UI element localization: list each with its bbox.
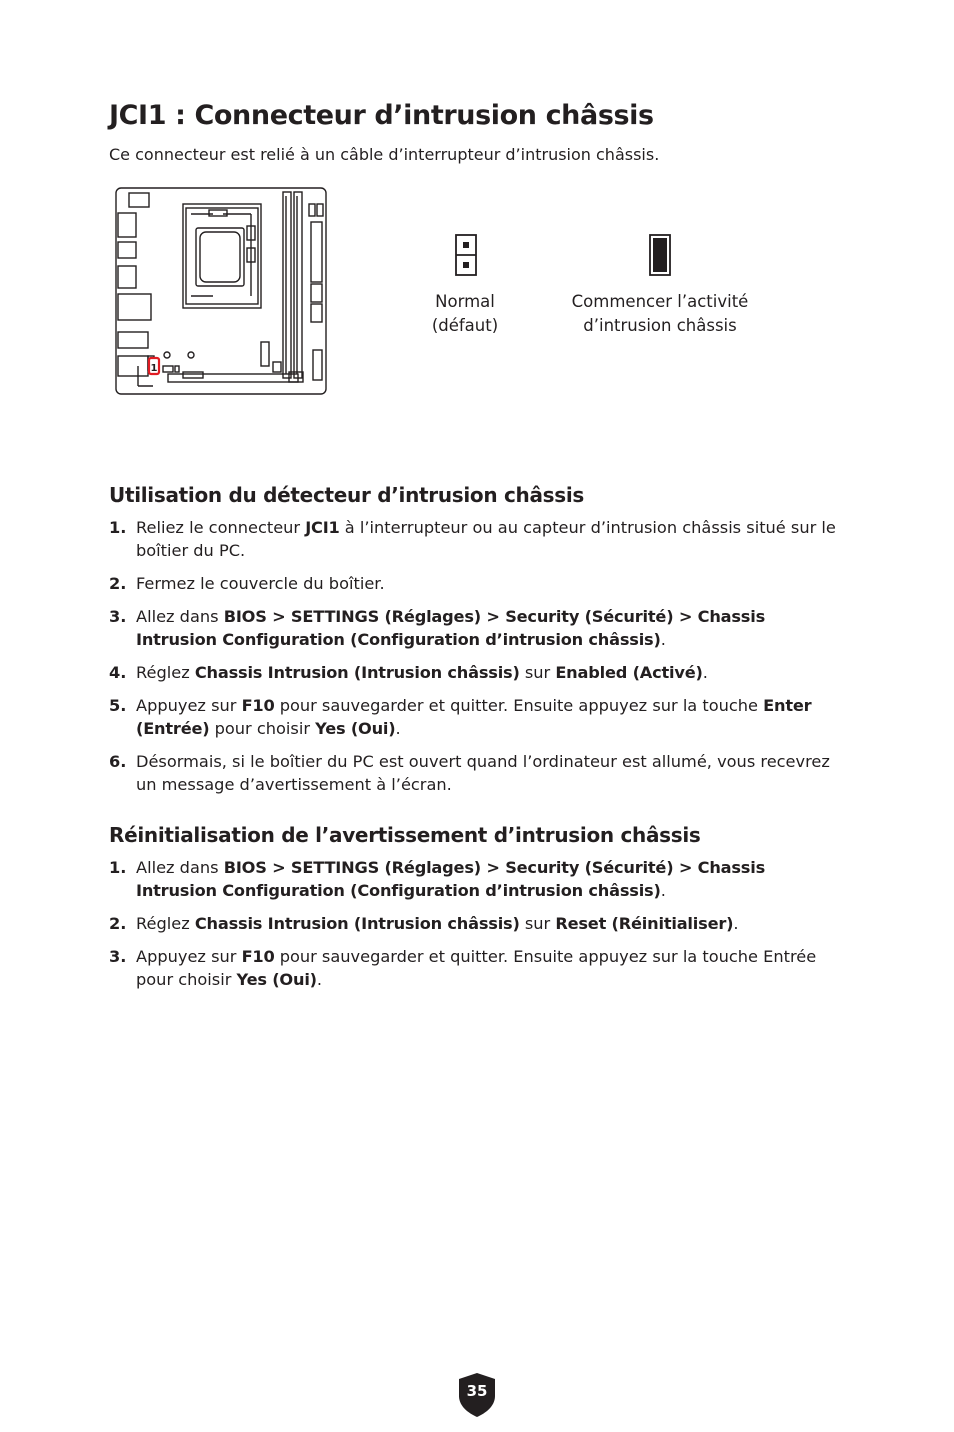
step-text: . xyxy=(395,719,401,738)
jumper-trigger-icon xyxy=(649,234,671,276)
step-text-bold: Yes (Oui) xyxy=(315,719,396,738)
step-text-bold: F10 xyxy=(241,696,275,715)
step-text: pour choisir xyxy=(209,719,316,738)
step-text-bold: Chassis Intrusion (Intrusion châssis) xyxy=(194,663,520,682)
step-text-bold: Enter (Entrée) xyxy=(136,696,812,738)
step-text: à l’interrupteur ou au capteur d’intrusion châssis situé sur le boîtier du PC. xyxy=(136,518,836,560)
intro-text: Ce connecteur est relié à un câble d’interrupteur d’intrusion châssis. xyxy=(109,145,660,164)
motherboard-illustration xyxy=(113,186,329,398)
step-text: Réglez xyxy=(136,914,195,933)
board-marker-label: 1 xyxy=(150,363,158,374)
step-text: sur xyxy=(519,914,556,933)
step-text: . xyxy=(660,881,666,900)
step-text: Reliez le connecteur xyxy=(136,518,306,537)
jumper-normal-line1: Normal xyxy=(435,292,495,311)
step-text: . xyxy=(733,914,739,933)
step-text-bold: JCI1 xyxy=(305,518,340,537)
step-text: Fermez le couvercle du boîtier. xyxy=(136,574,385,593)
motherboard-diagram xyxy=(113,186,329,398)
step-text-bold: BIOS > SETTINGS (Réglages) > Security (Sécurité) > Chassis Intrusion Configuration (Configuration d’intrusion châssis) xyxy=(136,607,766,649)
step-text-bold: F10 xyxy=(241,947,275,966)
step-text: . xyxy=(660,630,666,649)
page-title: JCI1 : Connecteur d’intrusion châssis xyxy=(109,100,654,131)
jumper-normal-label xyxy=(405,290,525,338)
jumper-trigger-label xyxy=(555,290,765,338)
step-text-bold: Enabled (Activé) xyxy=(555,663,703,682)
jumper-normal-line2: (défaut) xyxy=(431,316,499,335)
list-item: 2. Fermez le couvercle du boîtier. xyxy=(109,574,385,593)
list-item: 2. Réglez Chassis Intrusion (Intrusion châssis) sur Reset (Réinitialiser). xyxy=(109,914,739,933)
step-text: sur xyxy=(519,663,556,682)
list-item: 1. Reliez le connecteur JCI1 à l’interrupteur ou au capteur d’intrusion châssis situé sur le boîtier du PC. xyxy=(109,518,836,560)
list-item: 1. Allez dans BIOS > SETTINGS (Réglages) > Security (Sécurité) > Chassis Intrusion Configuration (Configuration d’intrusion châssis). xyxy=(109,858,766,900)
step-text: Appuyez sur xyxy=(136,947,242,966)
section-reset-steps xyxy=(109,856,849,1001)
step-text-bold: Yes (Oui) xyxy=(236,970,317,989)
list-item: 4. Réglez Chassis Intrusion (Intrusion châssis) sur Enabled (Activé). xyxy=(109,663,708,682)
step-text-bold: BIOS > SETTINGS (Réglages) > Security (Sécurité) > Chassis Intrusion Configuration (Configuration d’intrusion châssis) xyxy=(136,858,766,900)
step-text: pour sauvegarder et quitter. Ensuite appuyez sur la touche Entrée pour choisir xyxy=(136,947,817,989)
step-text: Allez dans xyxy=(136,607,224,626)
step-text: Réglez xyxy=(136,663,195,682)
section-usage-heading: Utilisation du détecteur d’intrusion châssis xyxy=(109,483,585,507)
page-number: 35 xyxy=(466,1382,488,1400)
list-item: 5. Appuyez sur F10 pour sauvegarder et quitter. Ensuite appuyez sur la touche Enter (Entrée) pour choisir Yes (Oui). xyxy=(109,696,812,738)
step-text: Allez dans xyxy=(136,858,224,877)
step-text: . xyxy=(316,970,323,989)
jumper-trigger-line2: d’intrusion châssis xyxy=(583,316,737,335)
jumper-trigger-line1: Commencer l’activité xyxy=(571,292,749,311)
step-text: . xyxy=(702,663,708,682)
list-item: 3. Allez dans BIOS > SETTINGS (Réglages) > Security (Sécurité) > Chassis Intrusion Configuration (Configuration d’intrusion châssis). xyxy=(109,607,766,649)
step-text: pour sauvegarder et quitter. Ensuite appuyez sur la touche xyxy=(274,696,764,715)
page-number-badge xyxy=(457,1372,497,1418)
step-text-bold: Chassis Intrusion (Intrusion châssis) xyxy=(194,914,520,933)
list-item: 6. Désormais, si le boîtier du PC est ouvert quand l’ordinateur est allumé, vous recevrez un message d’avertissement à l’écran. xyxy=(109,752,830,794)
jumper-normal-icon xyxy=(455,234,477,276)
step-text: Désormais, si le boîtier du PC est ouvert quand l’ordinateur est allumé, vous recevrez un message d’avertissement à l’écran. xyxy=(136,752,830,794)
step-text-bold: Reset (Réinitialiser) xyxy=(555,914,734,933)
section-usage-steps xyxy=(109,516,849,806)
step-text: Appuyez sur xyxy=(136,696,242,715)
section-reset-heading: Réinitialisation de l’avertissement d’intrusion châssis xyxy=(109,823,701,847)
list-item: 3. Appuyez sur F10 pour sauvegarder et quitter. Ensuite appuyez sur la touche Entrée pour choisir Yes (Oui). xyxy=(109,947,817,989)
